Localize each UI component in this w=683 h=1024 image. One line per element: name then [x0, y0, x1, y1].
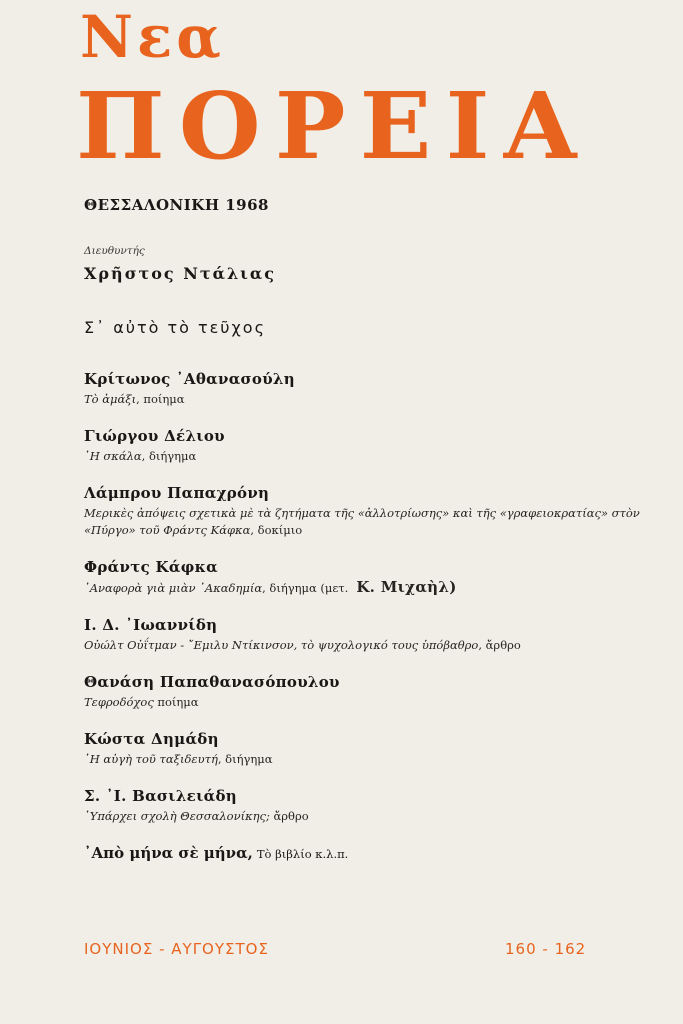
toc-genre: , δοκίμιο — [250, 523, 303, 537]
toc-author: Γιώργου Δέλιου — [84, 427, 225, 445]
toc-entry — [84, 786, 644, 825]
city-year: ΘΕΣΣΑΛΟΝΙΚΗ 1968 — [84, 196, 269, 214]
toc-entry — [84, 426, 644, 465]
issue-heading: Σ᾽ αὐτὸ τὸ τεῦχος — [84, 318, 266, 337]
toc-genre: , ποίημα — [136, 392, 185, 406]
toc-title: Οὐώλτ Οὐΐτμαν - ῎Εμιλυ Ντίκινσον, τὸ ψυχολογικό τους ὑπόβαθρο — [84, 638, 479, 652]
toc-work — [84, 579, 644, 597]
toc-entry — [84, 557, 644, 597]
toc-monthly — [84, 843, 644, 862]
toc-title: Τεφροδόχος — [84, 695, 154, 709]
toc-title: ῾Η σκάλα — [84, 449, 142, 463]
issue-numbers: 160 - 162 — [505, 940, 587, 958]
toc-genre: , διήγημα (μετ. — [262, 581, 349, 595]
toc-title: Τὸ ἁμάξι — [84, 392, 137, 406]
toc-genre: , διήγημα — [217, 752, 273, 766]
toc-entry — [84, 615, 644, 654]
toc-title: ῾Υπάρχει σχολὴ Θεσσαλονίκης; — [84, 809, 270, 823]
toc-work — [84, 751, 644, 768]
masthead-title: ΠΟΡΕΙΑ — [76, 72, 591, 180]
toc-title: Μερικὲς ἀπόψεις σχετικὰ μὲ τὰ ζητήματα τῆς «ἀλλοτρίωσης» καὶ τῆς «γραφειοκρατίας» στὸν «Πύργο» τοῦ Φράντς Κάφκα — [84, 506, 640, 537]
toc-translator: Κ. Μιχαὴλ) — [356, 578, 457, 596]
toc-title: ᾽Αναφορὰ γιὰ μιὰν ᾽Ακαδημία — [84, 581, 263, 595]
masthead-small: Νεα — [80, 3, 225, 71]
toc-work — [84, 637, 644, 654]
toc-entry — [84, 672, 644, 711]
toc-genre: , ἄρθρο — [478, 638, 521, 652]
monthly-label: ᾽Απὸ μήνα σὲ μήνα, — [84, 844, 253, 862]
table-of-contents — [84, 369, 644, 880]
toc-work — [84, 391, 644, 408]
toc-work — [84, 505, 644, 539]
toc-genre: , διήγημα — [141, 449, 197, 463]
toc-author: Λάμπρου Παπαχρόνη — [84, 484, 270, 502]
toc-work — [84, 448, 644, 465]
toc-genre: ἄρθρο — [269, 809, 309, 823]
monthly-rest: Τὸ βιβλίο κ.λ.π. — [256, 847, 349, 861]
toc-genre: ποίημα — [153, 695, 199, 709]
toc-work — [84, 808, 644, 825]
director-name: Χρῆστος Ντάλιας — [84, 264, 276, 283]
toc-author: Κώστα Δημάδη — [84, 730, 219, 748]
toc-author: Κρίτωνος ᾽Αθανασούλη — [84, 370, 295, 388]
toc-author: Θανάση Παπαθανασόπουλου — [84, 673, 340, 691]
toc-title: ῾Η αὐγὴ τοῦ ταξιδευτή — [84, 752, 218, 766]
issue-months: ΙΟΥΝΙΟΣ - ΑΥΓΟΥΣΤΟΣ — [84, 940, 269, 958]
toc-entry — [84, 729, 644, 768]
toc-entry — [84, 369, 644, 408]
toc-work — [84, 694, 644, 711]
toc-author: Σ. ᾽Ι. Βασιλειάδη — [84, 787, 237, 805]
director-label: Διευθυντής — [84, 245, 145, 257]
toc-author: Ι. Δ. ᾽Ιωαννίδη — [84, 616, 218, 634]
toc-entry — [84, 483, 644, 539]
toc-author: Φράντς Κάφκα — [84, 558, 218, 576]
